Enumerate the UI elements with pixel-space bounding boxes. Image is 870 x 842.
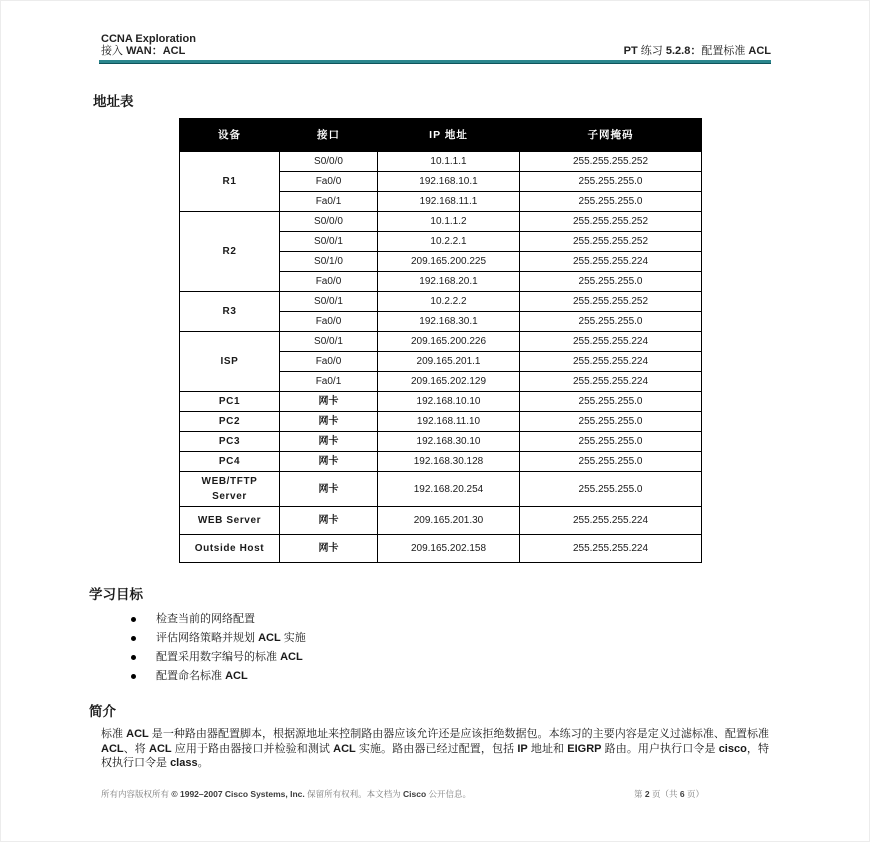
interface-cell: Fa0/1: [280, 192, 378, 212]
ip-cell: 192.168.10.10: [378, 392, 520, 412]
list-item: [131, 629, 869, 648]
table-row: [180, 452, 702, 472]
bullet-icon: [131, 655, 136, 660]
ip-cell: 10.2.2.1: [378, 232, 520, 252]
text-segment: 所有内容版权所有: [101, 789, 172, 799]
text-segment: ACL: [225, 670, 248, 682]
address-table-title: 地址表: [93, 94, 134, 109]
mask-cell: 255.255.255.0: [520, 432, 702, 452]
interface-cell: Fa0/0: [280, 172, 378, 192]
text-segment: 实施。路由器已经过配置，包括: [355, 742, 518, 755]
interface-cell: 网卡: [280, 507, 378, 535]
text-segment: ，特权执行口令是: [101, 742, 770, 769]
text-segment: CCNA Exploration: [101, 33, 196, 45]
page-footer: [101, 789, 704, 799]
interface-cell: 网卡: [280, 535, 378, 563]
device-cell: PC4: [180, 452, 280, 472]
interface-cell: 网卡: [280, 472, 378, 507]
text-segment: 、将: [123, 742, 150, 755]
text-segment: 配置命名标准: [156, 670, 226, 682]
device-cell: PC2: [180, 412, 280, 432]
col-header-interface: 接口: [280, 119, 378, 152]
text-segment: ACL: [258, 632, 281, 644]
interface-cell: S0/0/1: [280, 232, 378, 252]
text-segment: 。: [197, 757, 209, 769]
address-table-body: [180, 152, 702, 563]
mask-cell: 255.255.255.224: [520, 352, 702, 372]
mask-cell: 255.255.255.252: [520, 292, 702, 312]
mask-cell: 255.255.255.224: [520, 535, 702, 563]
header-left: [101, 33, 196, 57]
table-row: [180, 412, 702, 432]
ip-cell: 209.165.201.30: [378, 507, 520, 535]
interface-cell: S0/0/1: [280, 292, 378, 312]
table-row: [180, 507, 702, 535]
text-segment: Cisco: [402, 789, 427, 799]
list-item: [131, 667, 869, 686]
device-cell: Outside Host: [180, 535, 280, 563]
interface-cell: 网卡: [280, 392, 378, 412]
ip-cell: 192.168.11.10: [378, 412, 520, 432]
table-row: [180, 212, 702, 232]
table-row: [180, 432, 702, 452]
text-segment: IP: [517, 742, 528, 755]
text-segment: 第: [634, 789, 645, 799]
text-segment: © 1992–2007 Cisco Systems, Inc.: [171, 789, 305, 799]
table-row: [180, 535, 702, 563]
device-cell: PC3: [180, 432, 280, 452]
table-row: [180, 152, 702, 172]
bullet-icon: [131, 617, 136, 622]
device-cell: PC1: [180, 392, 280, 412]
list-item: [131, 610, 869, 629]
text-segment: class: [170, 757, 198, 769]
text-segment: 标准: [101, 728, 127, 740]
text-segment: cisco: [718, 742, 747, 755]
objectives-title: 学习目标: [89, 587, 143, 602]
interface-cell: 网卡: [280, 452, 378, 472]
ip-cell: 209.165.200.226: [378, 332, 520, 352]
mask-cell: 255.255.255.0: [520, 272, 702, 292]
device-cell: R3: [180, 292, 280, 332]
objective-text: [156, 667, 248, 686]
intro-paragraph: [101, 727, 769, 771]
device-cell: R1: [180, 152, 280, 212]
ip-cell: 209.165.202.129: [378, 372, 520, 392]
interface-cell: Fa0/0: [280, 312, 378, 332]
text-segment: 5.2.8：: [665, 45, 702, 57]
ip-cell: 10.1.1.1: [378, 152, 520, 172]
mask-cell: 255.255.255.252: [520, 232, 702, 252]
header-course-title: [101, 33, 196, 45]
text-segment: 实施: [280, 632, 306, 644]
page-header: [101, 33, 771, 57]
ip-cell: 209.165.200.225: [378, 252, 520, 272]
device-cell: WEB Server: [180, 507, 280, 535]
text-segment: 保留所有权利。本文档为: [304, 789, 403, 799]
footer-copyright: [101, 789, 471, 799]
text-segment: 页（共: [649, 789, 680, 799]
mask-cell: 255.255.255.0: [520, 192, 702, 212]
interface-cell: S0/0/0: [280, 212, 378, 232]
col-header-mask: 子网掩码: [520, 119, 702, 152]
bullet-icon: [131, 674, 136, 679]
text-segment: ACL: [280, 651, 303, 663]
mask-cell: 255.255.255.0: [520, 412, 702, 432]
mask-cell: 255.255.255.0: [520, 312, 702, 332]
text-segment: ACL: [101, 742, 124, 755]
interface-cell: Fa0/0: [280, 272, 378, 292]
ip-cell: 209.165.202.158: [378, 535, 520, 563]
text-segment: 地址和: [527, 742, 568, 755]
col-header-device: 设备: [180, 119, 280, 152]
text-segment: ACL: [149, 742, 172, 755]
interface-cell: Fa0/1: [280, 372, 378, 392]
mask-cell: 255.255.255.0: [520, 452, 702, 472]
objective-text: [156, 648, 303, 667]
objectives-section: [89, 583, 869, 686]
device-cell: ISP: [180, 332, 280, 392]
text-segment: PT: [623, 45, 641, 57]
col-header-ip: IP 地址: [378, 119, 520, 152]
interface-cell: S0/0/0: [280, 152, 378, 172]
ip-cell: 192.168.10.1: [378, 172, 520, 192]
mask-cell: 255.255.255.0: [520, 392, 702, 412]
text-segment: ACL: [748, 45, 771, 57]
ip-cell: 192.168.30.1: [378, 312, 520, 332]
ip-cell: 192.168.30.10: [378, 432, 520, 452]
table-row: [180, 332, 702, 352]
device-cell: WEB/TFTP Server: [180, 472, 280, 507]
ip-cell: 10.2.2.2: [378, 292, 520, 312]
ip-cell: 192.168.20.1: [378, 272, 520, 292]
address-table-header-row: [180, 119, 702, 152]
list-item: [131, 648, 869, 667]
mask-cell: 255.255.255.252: [520, 152, 702, 172]
text-segment: 评估网络策略并规划: [156, 632, 259, 644]
address-table: [179, 118, 702, 563]
text-segment: 是一种路由器配置脚本，根据源地址来控制路由器应该允许还是应该拒绝数据包。本练习的主要内容是定义过滤标准、配置标准: [148, 728, 769, 740]
interface-cell: S0/1/0: [280, 252, 378, 272]
text-segment: 配置采用数字编号的标准: [156, 651, 281, 663]
mask-cell: 255.255.255.0: [520, 172, 702, 192]
text-segment: EIGRP: [567, 742, 602, 755]
ip-cell: 192.168.11.1: [378, 192, 520, 212]
objective-text: [156, 610, 255, 629]
intro-title: 简介: [89, 704, 116, 719]
intro-section: [1, 700, 869, 771]
bullet-icon: [131, 636, 136, 641]
objective-text: [156, 629, 306, 648]
text-segment: 练习: [640, 45, 666, 57]
device-cell: R2: [180, 212, 280, 292]
ip-cell: 192.168.30.128: [378, 452, 520, 472]
ip-cell: 10.1.1.2: [378, 212, 520, 232]
interface-cell: Fa0/0: [280, 352, 378, 372]
text-segment: WAN：ACL: [126, 45, 186, 57]
header-activity-title: [624, 45, 771, 57]
text-segment: 2: [644, 789, 650, 799]
header-divider: [99, 60, 771, 64]
mask-cell: 255.255.255.224: [520, 372, 702, 392]
table-row: [180, 292, 702, 312]
interface-cell: 网卡: [280, 412, 378, 432]
footer-page-number: [634, 789, 704, 799]
text-segment: ACL: [333, 742, 356, 755]
text-segment: 公开信息。: [426, 789, 472, 799]
text-segment: 路由。用户执行口令是: [601, 742, 719, 755]
mask-cell: 255.255.255.252: [520, 212, 702, 232]
table-row: [180, 472, 702, 507]
mask-cell: 255.255.255.224: [520, 507, 702, 535]
text-segment: 检查当前的网络配置: [156, 613, 255, 625]
text-segment: 配置标准: [701, 45, 749, 57]
text-segment: 接入: [101, 45, 127, 57]
mask-cell: 255.255.255.0: [520, 472, 702, 507]
interface-cell: S0/0/1: [280, 332, 378, 352]
text-segment: 页）: [684, 789, 704, 799]
table-row: [180, 392, 702, 412]
ip-cell: 209.165.201.1: [378, 352, 520, 372]
objectives-list: [131, 610, 869, 686]
text-segment: ACL: [126, 728, 149, 740]
text-segment: 6: [679, 789, 685, 799]
text-segment: 应用于路由器接口并检验和测试: [171, 742, 334, 755]
header-course-subtitle: [101, 45, 196, 57]
mask-cell: 255.255.255.224: [520, 332, 702, 352]
interface-cell: 网卡: [280, 432, 378, 452]
ip-cell: 192.168.20.254: [378, 472, 520, 507]
mask-cell: 255.255.255.224: [520, 252, 702, 272]
